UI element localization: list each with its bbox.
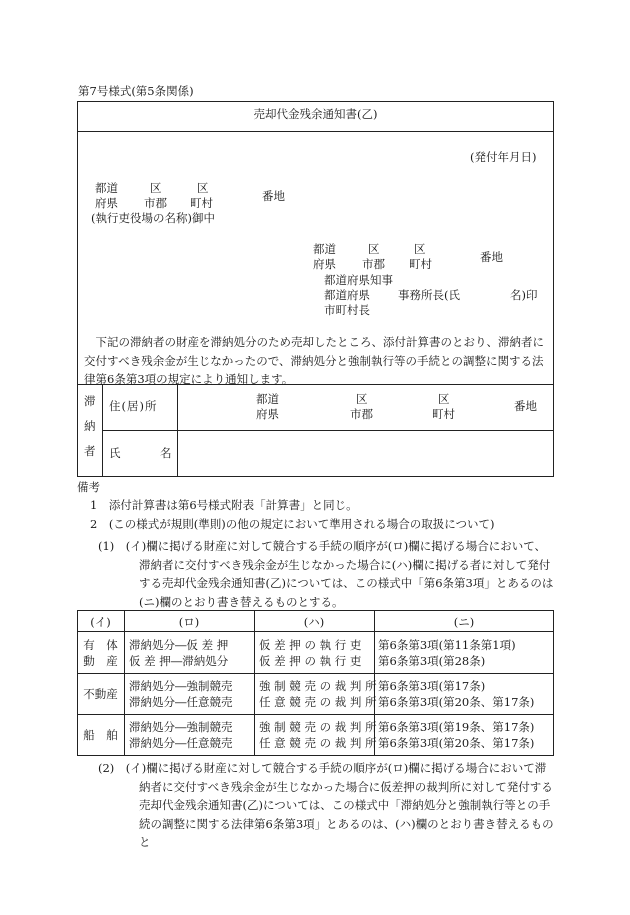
table-row-2-recipient-a: 強 制 競 売 の 裁 判 所 bbox=[259, 679, 377, 693]
addressee-ku2: 区 bbox=[197, 181, 209, 195]
addressee-ku1: 区 bbox=[150, 181, 162, 195]
delinquent-label-2: 納 bbox=[84, 419, 96, 433]
note-item-2: 2 (この様式が規則(準則)の他の規定において準用される場合の取扱について) bbox=[90, 517, 495, 531]
table-row-1-article-a: 第6条第3項(第11条第1項) bbox=[378, 638, 516, 652]
sender-banchi: 番地 bbox=[480, 250, 503, 264]
table-row-divider-2 bbox=[77, 714, 554, 715]
form-title: 売却代金残余通知書(乙) bbox=[253, 107, 378, 121]
delinquent-label-3: 者 bbox=[84, 444, 96, 458]
sender-shigun: 市郡 bbox=[362, 257, 385, 271]
address-shigun: 市郡 bbox=[350, 407, 373, 421]
table-header-i: (イ) bbox=[90, 615, 111, 629]
table-row-3-recipient-b: 任 意 競 売 の 裁 判 所 bbox=[259, 736, 377, 750]
addressee-banchi: 番地 bbox=[262, 189, 285, 203]
address-fuken: 府県 bbox=[256, 407, 279, 421]
address-todo: 都道 bbox=[256, 392, 279, 406]
sender-ku2: 区 bbox=[414, 242, 426, 256]
delinquent-top-border bbox=[77, 384, 554, 385]
sender-fuken: 府県 bbox=[313, 257, 336, 271]
table-header-ni: (ニ) bbox=[453, 615, 475, 629]
address-banchi: 番地 bbox=[514, 399, 537, 413]
table-row-1-order-b: 仮 差 押―滞納処分 bbox=[129, 654, 229, 668]
table-row-2-order-b: 滞納処分―任意競売 bbox=[129, 695, 233, 709]
title-divider bbox=[77, 131, 554, 132]
table-row-1-recipient-b: 仮 差 押 の 執 行 吏 bbox=[259, 654, 362, 668]
table-row-1-property: 有 体 動 産 bbox=[83, 638, 118, 668]
table-row-2-recipient-b: 任 意 競 売 の 裁 判 所 bbox=[259, 695, 377, 709]
table-header-ro: (ロ) bbox=[178, 615, 200, 629]
table-row-2-property: 不動産 bbox=[83, 687, 118, 701]
address-label: 住(居)所 bbox=[109, 399, 158, 413]
table-row-3-recipient-a: 強 制 競 売 の 裁 判 所 bbox=[259, 720, 377, 734]
table-col-divider-1 bbox=[124, 610, 125, 756]
form-label: 第7号様式(第5条関係) bbox=[78, 84, 194, 98]
note-sub-1: (1) (イ)欄に掲げる財産に対して競合する手続の順序が(ロ)欄に掲げる場合において、滞納者に交付すべき残余金が生じなかった場合に(ハ)欄に掲げる者に対して発付する売却代金残余通知書(乙)については、この様式中「第6条第3項」とあるのは(ニ)欄のとおり書き替えるものとする。 bbox=[98, 539, 554, 609]
delinquent-label-1: 滞 bbox=[84, 394, 96, 408]
issue-date: (発付年月日) bbox=[470, 150, 537, 164]
notes-heading: 備考 bbox=[77, 480, 100, 494]
table-header-divider bbox=[77, 631, 554, 632]
table-header-ha: (ハ) bbox=[303, 615, 325, 629]
addressee-fuken: 府県 bbox=[95, 196, 118, 210]
sender-governor: 都道府県知事 bbox=[324, 273, 393, 287]
addressee-chouson: 町村 bbox=[190, 196, 213, 210]
sender-prefecture: 都道府県 bbox=[324, 288, 370, 302]
delinquent-label-divider bbox=[102, 384, 103, 477]
note-item-1: 1 添付計算書は第6号様式附表「計算書」と同じ。 bbox=[90, 498, 358, 512]
table-row-1-recipient-a: 仮 差 押 の 執 行 吏 bbox=[259, 638, 362, 652]
table-row-1-article-b: 第6条第3項(第28条) bbox=[378, 654, 486, 668]
addressee-shigun: 市郡 bbox=[144, 196, 167, 210]
note-sub-2: (2) (イ)欄に掲げる財産に対して競合する手続の順序が(ロ)欄に掲げる場合において滞納者に交付すべき残余金が生じなかった場合に仮差押の裁判所に対して発付する売却代金残余通知書(乙)については、この様式中「滞納処分と強制執行等との手続の調整に関する法律第6条第3項」とあるのは、(ハ)欄のとおり書き替えるものと bbox=[98, 761, 554, 849]
delinquent-field-divider bbox=[177, 384, 178, 477]
table-row-3-order-b: 滞納処分―任意競売 bbox=[129, 736, 233, 750]
sender-todo: 都道 bbox=[313, 242, 336, 256]
table-row-3-property: 船 舶 bbox=[83, 728, 118, 742]
address-ku2: 区 bbox=[438, 392, 450, 406]
delinquent-middle-border bbox=[102, 430, 554, 431]
sender-seal: 名)印 bbox=[510, 288, 538, 302]
name-label-b: 名 bbox=[160, 446, 172, 460]
address-ku1: 区 bbox=[356, 392, 368, 406]
body-text: 下記の滞納者の財産を滞納処分のため売却したところ、添付計算書のとおり、滞納者に交付すべき残余金が生じなかったので、滞納処分と強制執行等の手続との調整に関する法律第6条第3項の規定により通知します。 bbox=[84, 335, 544, 386]
addressee-todo: 都道 bbox=[95, 181, 118, 195]
sender-office-head: 事務所長(氏 bbox=[398, 288, 460, 302]
addressee-office: (執行吏役場の名称)御中 bbox=[91, 211, 215, 225]
table-row-2-article-a: 第6条第3項(第17条) bbox=[378, 679, 486, 693]
name-label-a: 氏 bbox=[109, 446, 121, 460]
table-col-divider-2 bbox=[254, 610, 255, 756]
sender-mayor: 市町村長 bbox=[324, 303, 370, 317]
address-chouson: 町村 bbox=[432, 407, 455, 421]
table-row-1-order-a: 滞納処分―仮 差 押 bbox=[129, 638, 229, 652]
table-row-2-order-a: 滞納処分―強制競売 bbox=[129, 679, 233, 693]
table-row-2-article-b: 第6条第3項(第20条、第17条) bbox=[378, 695, 535, 709]
sender-chouson: 町村 bbox=[409, 257, 432, 271]
table-row-3-article-b: 第6条第3項(第20条、第17条) bbox=[378, 736, 535, 750]
table-row-3-order-a: 滞納処分―強制競売 bbox=[129, 720, 233, 734]
table-row-3-article-a: 第6条第3項(第19条、第17条) bbox=[378, 720, 535, 734]
sender-ku1: 区 bbox=[368, 242, 380, 256]
table-row-divider-1 bbox=[77, 673, 554, 674]
